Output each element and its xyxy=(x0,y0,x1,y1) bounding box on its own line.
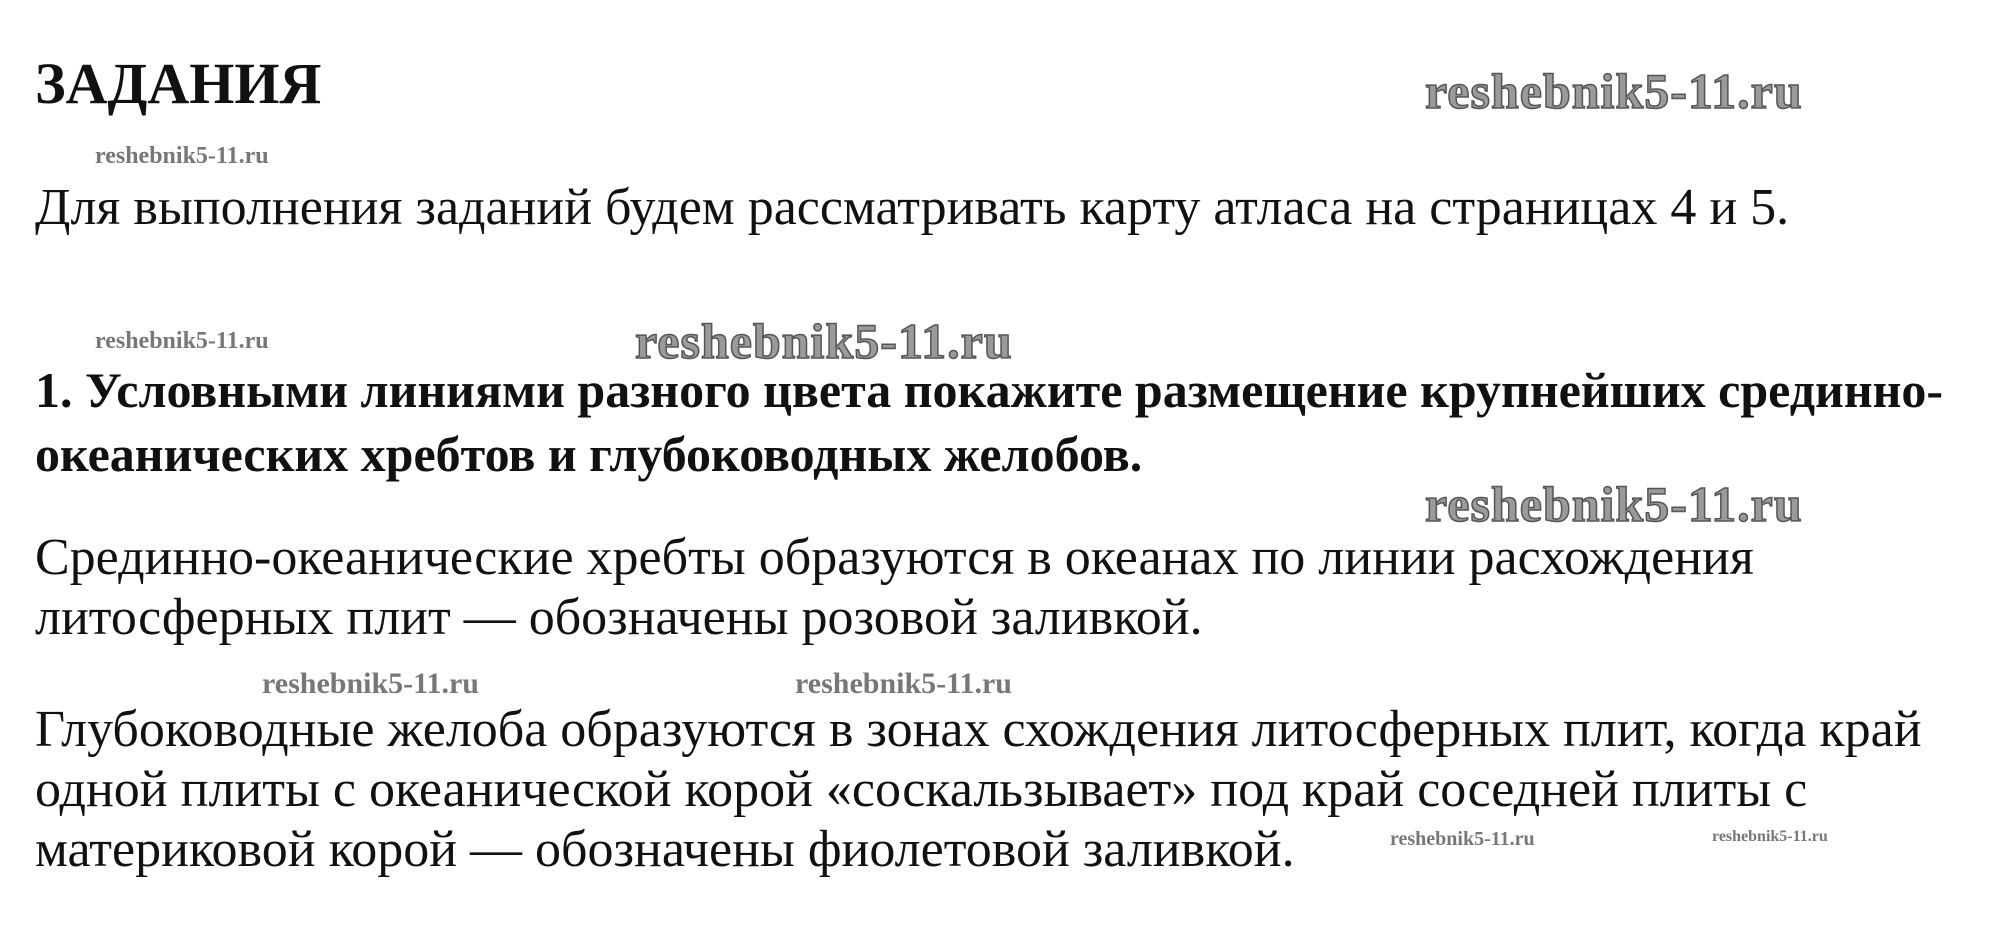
ridges-paragraph: Срединно-океанические хребты образуются в океанах по линии расхождения литосферных плит — обозначены розовой заливкой. xyxy=(35,529,1754,646)
page-heading: ЗАДАНИЯ xyxy=(35,51,322,116)
watermark: reshebnik5-11.ru xyxy=(1425,63,1803,119)
watermark: reshebnik5-11.ru xyxy=(1425,476,1803,532)
watermark: reshebnik5-11.ru xyxy=(1712,828,1828,845)
watermark: reshebnik5-11.ru xyxy=(95,143,269,169)
watermark: reshebnik5-11.ru xyxy=(635,313,1013,369)
intro-paragraph: Для выполнения заданий будем рассматривать карту атласа на страницах 4 и 5. xyxy=(35,179,1790,236)
watermark: reshebnik5-11.ru xyxy=(262,667,479,700)
task-1-text: 1. Условными линиями разного цвета покажите размещение крупнейших срединно-океанических хребтов и глубоководных желобов. xyxy=(35,362,1944,482)
trenches-paragraph: Глубоководные желоба образуются в зонах схождения литосферных плит, когда край одной плиты с океанической корой «соскальзывает» под край соседней плиты с материковой корой — обозначены фиолетовой заливкой. xyxy=(35,701,1922,878)
watermark: reshebnik5-11.ru xyxy=(95,328,269,354)
watermark: reshebnik5-11.ru xyxy=(795,667,1012,700)
watermark: reshebnik5-11.ru xyxy=(1390,828,1535,850)
